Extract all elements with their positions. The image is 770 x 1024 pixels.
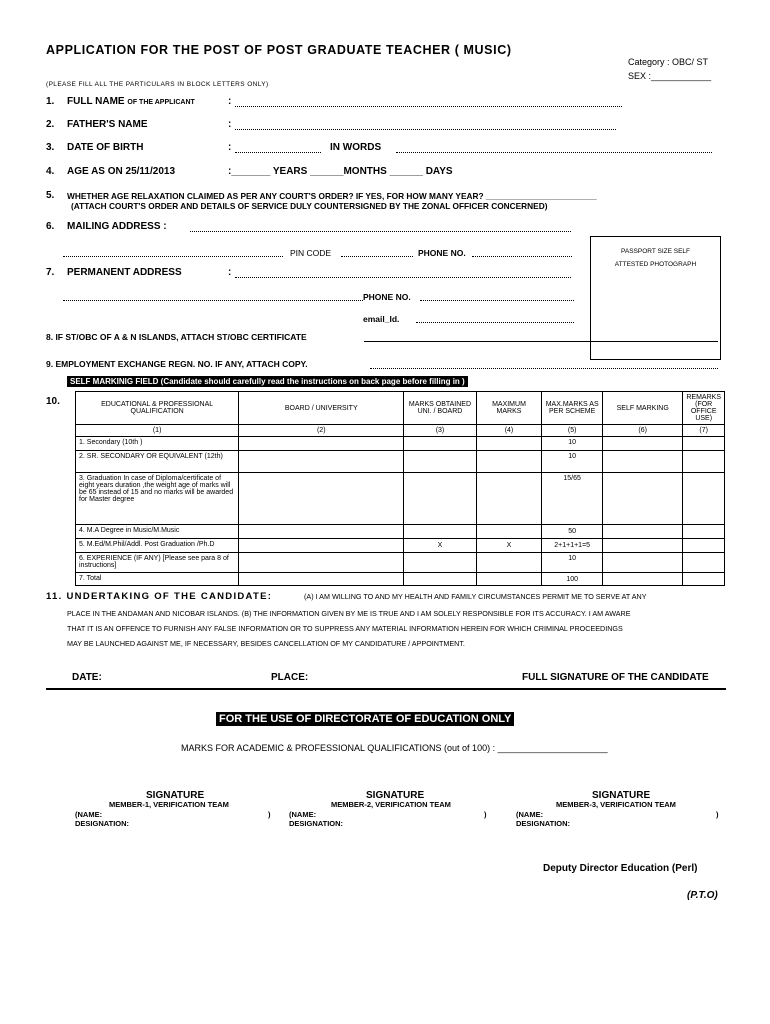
email-field[interactable] [416, 322, 574, 323]
candidate-signature-label: FULL SIGNATURE OF THE CANDIDATE [522, 672, 709, 683]
marks-table [75, 391, 725, 586]
pin-code-field[interactable] [341, 256, 413, 257]
scheme-cell: 15/65 [542, 473, 603, 525]
scheme-cell: 100 [542, 573, 603, 586]
qualification-cell: 1. Secondary (10th ) [76, 437, 239, 451]
st-obc-field[interactable] [364, 341, 718, 342]
member-bracket: ) [484, 810, 487, 819]
column-header: MARKS OBTAINED UNI. / BOARD [404, 392, 476, 425]
max-marks-cell[interactable] [476, 573, 542, 586]
place-label: PLACE: [271, 672, 309, 683]
deputy-director: Deputy Director Education (Perl) [543, 863, 698, 874]
scheme-cell: 50 [542, 525, 603, 539]
member-name: (NAME: [516, 810, 544, 819]
member-designation: DESIGNATION: [289, 819, 344, 828]
max-marks-cell[interactable] [476, 553, 542, 573]
phone-label-2: PHONE NO. [363, 292, 411, 302]
remarks-cell [683, 437, 725, 451]
column-header: REMARKS (FOR OFFICE USE) [683, 392, 725, 425]
scheme-cell: 10 [542, 553, 603, 573]
column-header: BOARD / UNIVERSITY [239, 392, 404, 425]
board-cell[interactable] [239, 539, 404, 553]
table-row [76, 573, 725, 586]
photo-caption: PASSPORT SIZE SELF ATTESTED PHOTOGRAPH [614, 248, 697, 268]
self-marking-cell[interactable] [603, 473, 683, 525]
permanent-address-field[interactable] [235, 277, 571, 278]
table-row [76, 525, 725, 539]
column-header: MAX.MARKS AS PER SCHEME [542, 392, 603, 425]
dob-field[interactable] [235, 152, 321, 153]
column-number: (1) [76, 425, 239, 437]
self-marking-cell[interactable] [603, 553, 683, 573]
column-number: (6) [603, 425, 683, 437]
remarks-cell [683, 553, 725, 573]
remarks-cell [683, 573, 725, 586]
colon: : [228, 96, 232, 107]
qualification-cell: 4. M.A Degree in Music/M.Music [76, 525, 239, 539]
full-name-field[interactable] [235, 106, 622, 107]
permanent-address-label: PERMANENT ADDRESS [67, 267, 182, 278]
max-marks-cell[interactable] [476, 451, 542, 473]
item-number: 5. [46, 190, 55, 201]
fathers-name-label: FATHER'S NAME [67, 119, 148, 130]
board-cell[interactable] [239, 553, 404, 573]
column-header: EDUCATIONAL & PROFESSIONAL QUALIFICATION [76, 392, 239, 425]
mailing-address-field[interactable] [190, 231, 571, 232]
column-header: SELF MARKING [603, 392, 683, 425]
date-label: DATE: [72, 672, 102, 683]
phone-label: PHONE NO. [418, 248, 466, 258]
marks-obtained-cell[interactable] [404, 553, 476, 573]
in-words-label: IN WORDS [330, 142, 382, 153]
remarks-cell [683, 473, 725, 525]
mailing-address-label: MAILING ADDRESS : [67, 221, 167, 232]
fathers-name-field[interactable] [235, 129, 616, 130]
undertaking-line: PLACE IN THE ANDAMAN AND NICOBAR ISLANDS. (B) THE INFORMATION GIVEN BY ME IS TRUE AND I AM SOLELY RESPONSIBLE FOR ITS ACCURACY. I AM AWARE [67, 609, 631, 618]
self-marking-banner: SELF MARKINIG FIELD (Candidate should carefully read the instructions on back page before filling in ) [67, 376, 468, 387]
category: Category : OBC/ ST [628, 57, 709, 67]
board-cell[interactable] [239, 473, 404, 525]
item-number: 10. [46, 396, 60, 407]
undertaking-line: THAT IT IS AN OFFENCE TO FURNISH ANY FALSE INFORMATION OR TO SUPPRESS ANY MATERIAL INFORMATION HEREIN FOR WHICH CRIMINAL PROCEEDINGS [67, 624, 623, 633]
phone-field[interactable] [472, 256, 572, 257]
item-number: 2. [46, 119, 55, 130]
self-marking-cell[interactable] [603, 525, 683, 539]
instruction: (PLEASE FILL ALL THE PARTICULARS IN BLOCK LETTERS ONLY) [46, 81, 269, 88]
remarks-cell [683, 451, 725, 473]
undertaking-line: MAY BE LAUNCHED AGAINST ME, IF NECESSARY, BESIDES CANCELLATION OF MY CANDIDATURE / APPOINTMENT. [67, 639, 465, 648]
column-number: (3) [404, 425, 476, 437]
marks-obtained-cell[interactable]: X [404, 539, 476, 553]
remarks-cell [683, 539, 725, 553]
sex-field[interactable]: SEX :____________ [628, 71, 712, 81]
full-name-label: FULL NAME OF THE APPLICANT [67, 96, 195, 107]
board-cell[interactable] [239, 437, 404, 451]
dob-words-field[interactable] [396, 152, 712, 153]
board-cell[interactable] [239, 525, 404, 539]
column-header: MAXIMUM MARKS [476, 392, 542, 425]
mailing-address-field-2[interactable] [63, 256, 283, 257]
max-marks-cell[interactable] [476, 525, 542, 539]
member-role: MEMBER-3, VERIFICATION TEAM [556, 800, 676, 809]
self-marking-cell[interactable] [603, 539, 683, 553]
column-number: (4) [476, 425, 542, 437]
signature-label: SIGNATURE [366, 790, 425, 801]
member-designation: DESIGNATION: [516, 819, 571, 828]
item-number: 3. [46, 142, 55, 153]
item-number: 1. [46, 96, 55, 107]
scheme-cell: 10 [542, 451, 603, 473]
remarks-cell [683, 525, 725, 539]
qualification-cell: 6. EXPERIENCE (IF ANY) [Please see para 8 of instructions] [76, 553, 239, 573]
item-number: 6. [46, 221, 55, 232]
table-row [76, 451, 725, 473]
table-row [76, 539, 725, 553]
table-row [76, 437, 725, 451]
self-marking-cell[interactable] [603, 451, 683, 473]
marks-obtained-cell[interactable] [404, 451, 476, 473]
column-number: (7) [683, 425, 725, 437]
email-label: email_Id. [363, 314, 400, 324]
member-name: (NAME: [289, 810, 317, 819]
marks-obtained-cell[interactable] [404, 525, 476, 539]
item-number: 7. [46, 267, 55, 278]
self-marking-cell[interactable] [603, 437, 683, 451]
item-9-label: 9. EMPLOYMENT EXCHANGE REGN. NO. IF ANY, ATTACH COPY. [46, 359, 308, 369]
member-designation: DESIGNATION: [75, 819, 130, 828]
scheme-cell: 10 [542, 437, 603, 451]
signature-label: SIGNATURE [146, 790, 205, 801]
table-row [76, 473, 725, 525]
age-relaxation-note: (ATTACH COURT'S ORDER AND DETAILS OF SERVICE DULY COUNTERSIGNED BY THE ZONAL OFFICER CONCERNED) [71, 201, 548, 211]
member-role: MEMBER-2, VERIFICATION TEAM [331, 800, 451, 809]
age-label: AGE AS ON 25/11/2013 [67, 166, 176, 177]
colon: : [228, 119, 232, 130]
column-number: (2) [239, 425, 404, 437]
pin-code-label: PIN CODE [290, 248, 332, 258]
dob-label: DATE OF BIRTH [67, 142, 144, 153]
member-role: MEMBER-1, VERIFICATION TEAM [109, 800, 229, 809]
qualification-cell: 2. SR. SECONDARY OR EQUIVALENT (12th) [76, 451, 239, 473]
table-header-row [76, 392, 725, 425]
employment-regn-field[interactable] [370, 368, 718, 369]
marks-obtained-cell[interactable] [404, 473, 476, 525]
board-cell[interactable] [239, 451, 404, 473]
undertaking-heading: 11. UNDERTAKING OF THE CANDIDATE: [46, 591, 273, 602]
directorate-banner: FOR THE USE OF DIRECTORATE OF EDUCATION ONLY [216, 712, 514, 726]
scheme-cell: 2+1+1+1=5 [542, 539, 603, 553]
column-number: (5) [542, 425, 603, 437]
permanent-address-field-2[interactable] [63, 300, 363, 301]
colon: : [228, 142, 232, 153]
qualification-cell: 3. Graduation In case of Diploma/certificate of eight years duration ,the weight age of marks will be 65 instead of 15 and no marks will be awarded for Master degree [76, 473, 239, 525]
qualification-cell: 7. Total [76, 573, 239, 586]
pto-label: (P.T.O) [687, 890, 718, 901]
page-title: APPLICATION FOR THE POST OF POST GRADUATE TEACHER ( MUSIC) [46, 43, 512, 57]
marks-obtained-cell[interactable] [404, 437, 476, 451]
age-relaxation-question[interactable]: WHETHER AGE RELAXATION CLAIMED AS PER ANY COURT'S ORDER? IF YES, FOR HOW MANY YEAR? ________________________ [67, 191, 597, 201]
item-8-label: 8. IF ST/OBC OF A & N ISLANDS, ATTACH ST/OBC CERTIFICATE [46, 332, 307, 342]
max-marks-cell[interactable] [476, 473, 542, 525]
member-name: (NAME: [75, 810, 103, 819]
table-row [76, 553, 725, 573]
qualification-cell: 5. M.Ed/M.Phil/Addl. Post Graduation /Ph.D [76, 539, 239, 553]
colon: : [228, 267, 232, 278]
marks-total-field[interactable]: MARKS FOR ACADEMIC & PROFESSIONAL QUALIFICATIONS (out of 100) : ______________________ [181, 743, 608, 753]
board-cell[interactable] [239, 573, 404, 586]
self-marking-cell[interactable] [603, 573, 683, 586]
max-marks-cell[interactable] [476, 437, 542, 451]
signature-label: SIGNATURE [592, 790, 651, 801]
member-bracket: ) [716, 810, 719, 819]
item-number: 4. [46, 166, 55, 177]
column-number-row [76, 425, 725, 437]
age-field[interactable]: :_______ YEARS ______MONTHS ______ DAYS [228, 166, 453, 177]
member-bracket: ) [268, 810, 271, 819]
undertaking-line: (A) I AM WILLING TO AND MY HEALTH AND FAMILY CIRCUMSTANCES PERMIT ME TO SERVE AT ANY [304, 592, 647, 601]
marks-obtained-cell[interactable] [404, 573, 476, 586]
divider [46, 688, 726, 690]
phone-field-2[interactable] [420, 300, 574, 301]
max-marks-cell[interactable]: X [476, 539, 542, 553]
